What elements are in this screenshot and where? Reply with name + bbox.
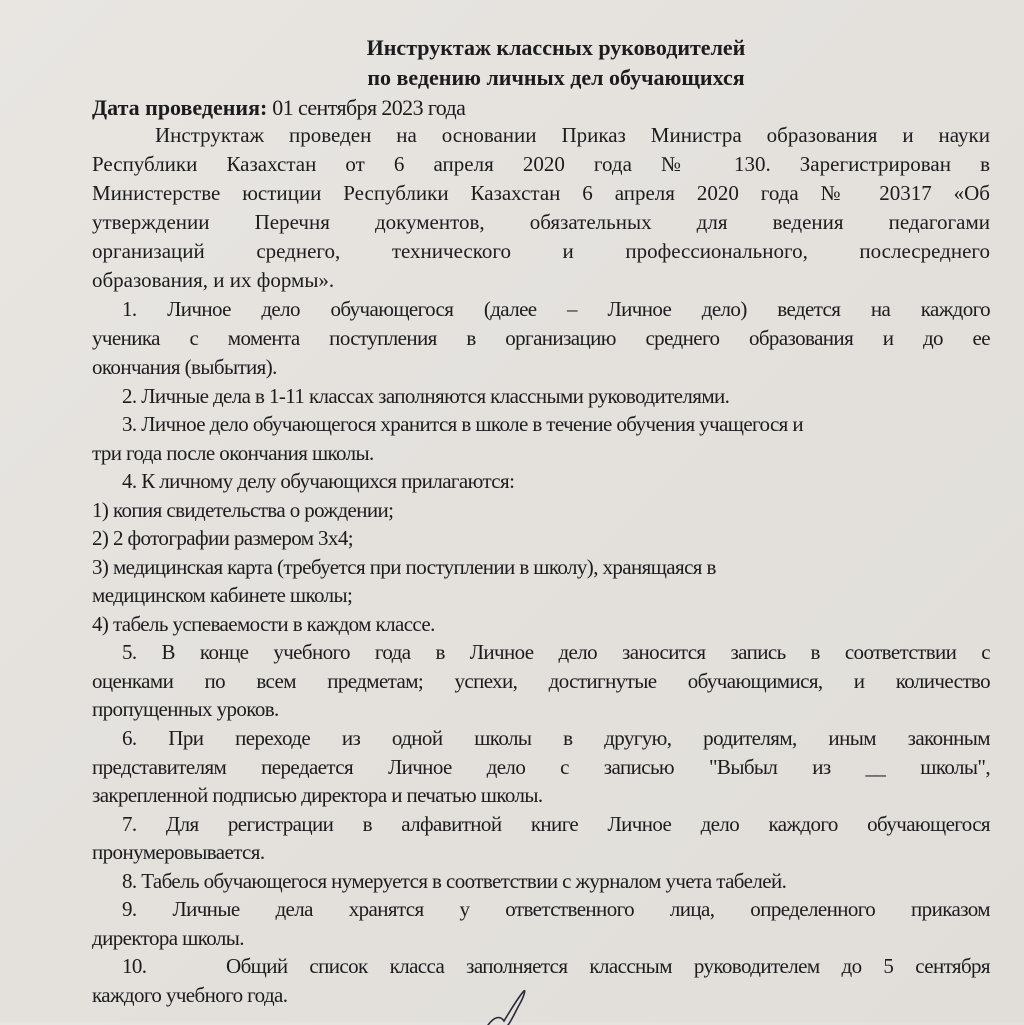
- item-10-number: 10.: [122, 954, 147, 978]
- item-4-subitem: 2) 2 фотографии размером 3х4;: [92, 526, 353, 550]
- item-6-line: закрепленной подписью директора и печатью школы.: [92, 783, 543, 807]
- item-9-line: 9. Личные дела хранятся у ответственного лица, определенного приказом: [122, 897, 990, 921]
- item-10-line: каждого учебного года.: [92, 983, 288, 1007]
- document-title-line-2: по ведению личных дел обучающихся: [367, 65, 745, 90]
- item-3-line: 3. Личное дело обучающегося хранится в школе в течение обучения учащегося и: [122, 412, 804, 436]
- item-1-line: окончания (выбытия).: [92, 355, 277, 379]
- item-10-line: Общий список класса заполняется классным руководителем до 5 сентября: [226, 954, 990, 978]
- item-5-line: 5. В конце учебного года в Личное дело заносится запись в соответствии с: [122, 640, 990, 664]
- date-line: [92, 93, 990, 122]
- item-4-subitem: медицинском кабинете школы;: [92, 583, 353, 607]
- intro-line: Инструктаж проведен на основании Приказ Министра образования и науки: [155, 123, 990, 147]
- item-3-line: три года после окончания школы.: [92, 441, 374, 465]
- date-value: 01 сентября 2023 года: [267, 95, 466, 120]
- date-label: Дата проведения:: [92, 95, 268, 120]
- item-6-line: представителям передается Личное дело с записью "Выбыл из __ школы",: [92, 755, 990, 779]
- item-7-line: 7. Для регистрации в алфавитной книге Личное дело каждого обучающегося: [122, 812, 990, 836]
- item-2-line: 2. Личные дела в 1-11 классах заполняются классными руководителями.: [122, 384, 730, 408]
- item-6-line: 6. При переходе из одной школы в другую, родителям, иным законным: [122, 726, 990, 750]
- intro-line: организаций среднего, технического и профессионального, послесреднего: [92, 239, 990, 263]
- item-8-line: 8. Табель обучающегося нумеруется в соответствии с журналом учета табелей.: [122, 869, 787, 893]
- item-5-line: пропущенных уроков.: [92, 697, 279, 721]
- intro-line: Министерстве юстиции Республики Казахстан 6 апреля 2020 года № 20317 «Об: [92, 181, 990, 205]
- item-5-line: оценками по всем предметам; успехи, достигнутые обучающимися, и количество: [92, 669, 990, 693]
- intro-line: образования, и их формы».: [92, 268, 335, 292]
- document-title-line-1: Инструктаж классных руководителей: [366, 35, 746, 60]
- signature-mark: [480, 985, 540, 1025]
- item-4-line: 4. К личному делу обучающихся прилагаются:: [122, 469, 515, 493]
- item-4-subitem: 4) табель успеваемости в каждом классе.: [92, 612, 435, 636]
- item-1-line: 1. Личное дело обучающегося (далее – Личное дело) ведется на каждого: [122, 297, 990, 321]
- item-1-line: ученика с момента поступления в организацию среднего образования и до ее: [92, 326, 990, 350]
- item-4-subitem: 1) копия свидетельства о рождении;: [92, 498, 394, 522]
- intro-line: Республики Казахстан от 6 апреля 2020 года № 130. Зарегистрирован в: [92, 152, 990, 176]
- item-7-line: пронумеровывается.: [92, 840, 265, 864]
- item-4-subitem: 3) медицинская карта (требуется при поступлении в школу), хранящаяся в: [92, 555, 716, 579]
- intro-line: утверждении Перечня документов, обязательных для ведения педагогами: [92, 210, 990, 234]
- item-9-line: директора школы.: [92, 926, 244, 950]
